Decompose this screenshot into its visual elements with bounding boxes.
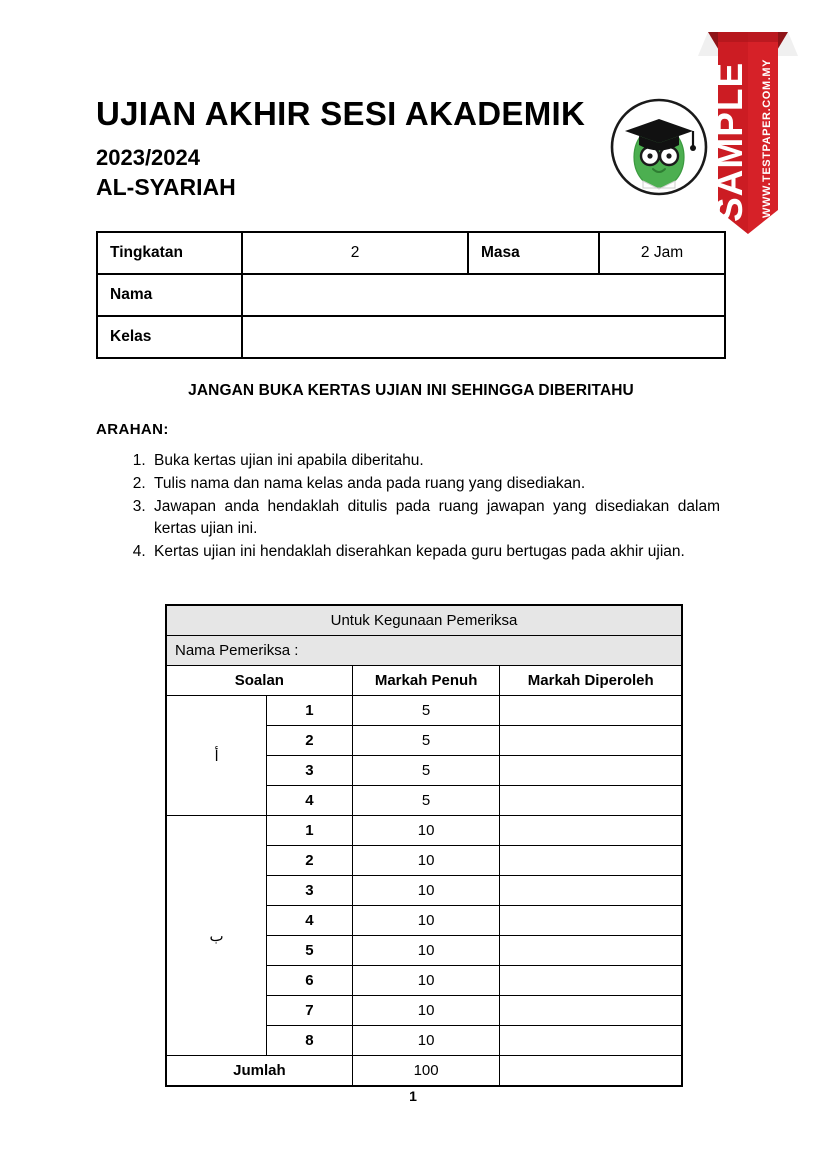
info-value-tingkatan[interactable]: 2 bbox=[242, 232, 468, 274]
info-label-nama: Nama bbox=[97, 274, 242, 316]
info-label-kelas: Kelas bbox=[97, 316, 242, 358]
table-row bbox=[166, 696, 682, 726]
total-full-mark: 100 bbox=[352, 1056, 500, 1087]
table-row bbox=[166, 636, 682, 666]
obtained-mark[interactable] bbox=[500, 996, 682, 1026]
list-item: 4. Kertas ujian ini hendaklah diserahkan kepada guru bertugas pada akhir ujian. bbox=[150, 541, 720, 563]
full-mark: 10 bbox=[352, 876, 500, 906]
full-mark: 5 bbox=[352, 726, 500, 756]
list-item: 2. Tulis nama dan nama kelas anda pada ruang yang disediakan. bbox=[150, 473, 720, 495]
obtained-mark[interactable] bbox=[500, 786, 682, 816]
table-row bbox=[97, 316, 725, 358]
document-header bbox=[96, 96, 616, 201]
obtained-mark[interactable] bbox=[500, 966, 682, 996]
page-title: UJIAN AKHIR SESI AKADEMIK bbox=[96, 95, 586, 132]
full-mark: 5 bbox=[352, 786, 500, 816]
question-number: 3 bbox=[267, 876, 353, 906]
table-row bbox=[97, 274, 725, 316]
obtained-mark[interactable] bbox=[500, 846, 682, 876]
examiner-marks-table bbox=[165, 604, 683, 1087]
obtained-mark[interactable] bbox=[500, 756, 682, 786]
ribbon-url: WWW.TESTPAPER.COM.MY bbox=[761, 58, 773, 218]
header-soalan: Soalan bbox=[166, 666, 352, 696]
student-info-table bbox=[96, 231, 726, 359]
subject-name: AL-SYARIAH bbox=[96, 174, 236, 201]
table-row bbox=[166, 666, 682, 696]
header-markah-penuh: Markah Penuh bbox=[352, 666, 500, 696]
total-label: Jumlah bbox=[166, 1056, 352, 1087]
question-number: 4 bbox=[267, 786, 353, 816]
obtained-mark[interactable] bbox=[500, 816, 682, 846]
question-number: 2 bbox=[267, 846, 353, 876]
full-mark: 10 bbox=[352, 936, 500, 966]
do-not-open-notice: JANGAN BUKA KERTAS UJIAN INI SEHINGGA DIBERITAHU bbox=[188, 382, 634, 399]
full-mark: 10 bbox=[352, 816, 500, 846]
obtained-mark[interactable] bbox=[500, 906, 682, 936]
table-row bbox=[166, 605, 682, 636]
list-item: 1. Buka kertas ujian ini apabila diberitahu. bbox=[150, 450, 720, 472]
info-value-kelas[interactable] bbox=[242, 316, 725, 358]
list-item: 3. Jawapan anda hendaklah ditulis pada ruang jawapan yang disediakan dalam kertas ujian ini. bbox=[150, 496, 720, 540]
ribbon-label: SAMPLE bbox=[709, 61, 750, 222]
full-mark: 10 bbox=[352, 966, 500, 996]
info-value-nama[interactable] bbox=[242, 274, 725, 316]
question-number: 1 bbox=[267, 816, 353, 846]
info-label-tingkatan: Tingkatan bbox=[97, 232, 242, 274]
question-number: 1 bbox=[267, 696, 353, 726]
question-number: 4 bbox=[267, 906, 353, 936]
table-row bbox=[166, 1056, 682, 1087]
sample-watermark-ribbon bbox=[690, 26, 806, 240]
full-mark: 5 bbox=[352, 756, 500, 786]
question-number: 3 bbox=[267, 756, 353, 786]
header-markah-diperoleh: Markah Diperoleh bbox=[500, 666, 682, 696]
table-row bbox=[166, 816, 682, 846]
obtained-mark[interactable] bbox=[500, 936, 682, 966]
obtained-mark[interactable] bbox=[500, 1026, 682, 1056]
question-number: 7 bbox=[267, 996, 353, 1026]
academic-session: 2023/2024 bbox=[96, 144, 200, 170]
full-mark: 10 bbox=[352, 1026, 500, 1056]
section-letter-ba: ب bbox=[166, 816, 267, 1056]
obtained-mark[interactable] bbox=[500, 726, 682, 756]
examiner-use-banner: Untuk Kegunaan Pemeriksa bbox=[166, 605, 682, 636]
question-number: 6 bbox=[267, 966, 353, 996]
section-letter-alif: أ bbox=[166, 696, 267, 816]
full-mark: 10 bbox=[352, 906, 500, 936]
table-row bbox=[97, 232, 725, 274]
obtained-mark[interactable] bbox=[500, 696, 682, 726]
full-mark: 10 bbox=[352, 846, 500, 876]
instructions-heading: ARAHAN: bbox=[96, 421, 169, 438]
full-mark: 5 bbox=[352, 696, 500, 726]
obtained-mark[interactable] bbox=[500, 876, 682, 906]
full-mark: 10 bbox=[352, 996, 500, 1026]
examiner-name-field[interactable]: Nama Pemeriksa : bbox=[166, 636, 682, 666]
question-number: 8 bbox=[267, 1026, 353, 1056]
instructions-list bbox=[118, 450, 720, 564]
question-number: 5 bbox=[267, 936, 353, 966]
info-label-masa: Masa bbox=[468, 232, 599, 274]
total-obtained-mark[interactable] bbox=[500, 1056, 682, 1087]
info-value-masa[interactable]: 2 Jam bbox=[599, 232, 725, 274]
question-number: 2 bbox=[267, 726, 353, 756]
page-number: 1 bbox=[409, 1088, 417, 1104]
